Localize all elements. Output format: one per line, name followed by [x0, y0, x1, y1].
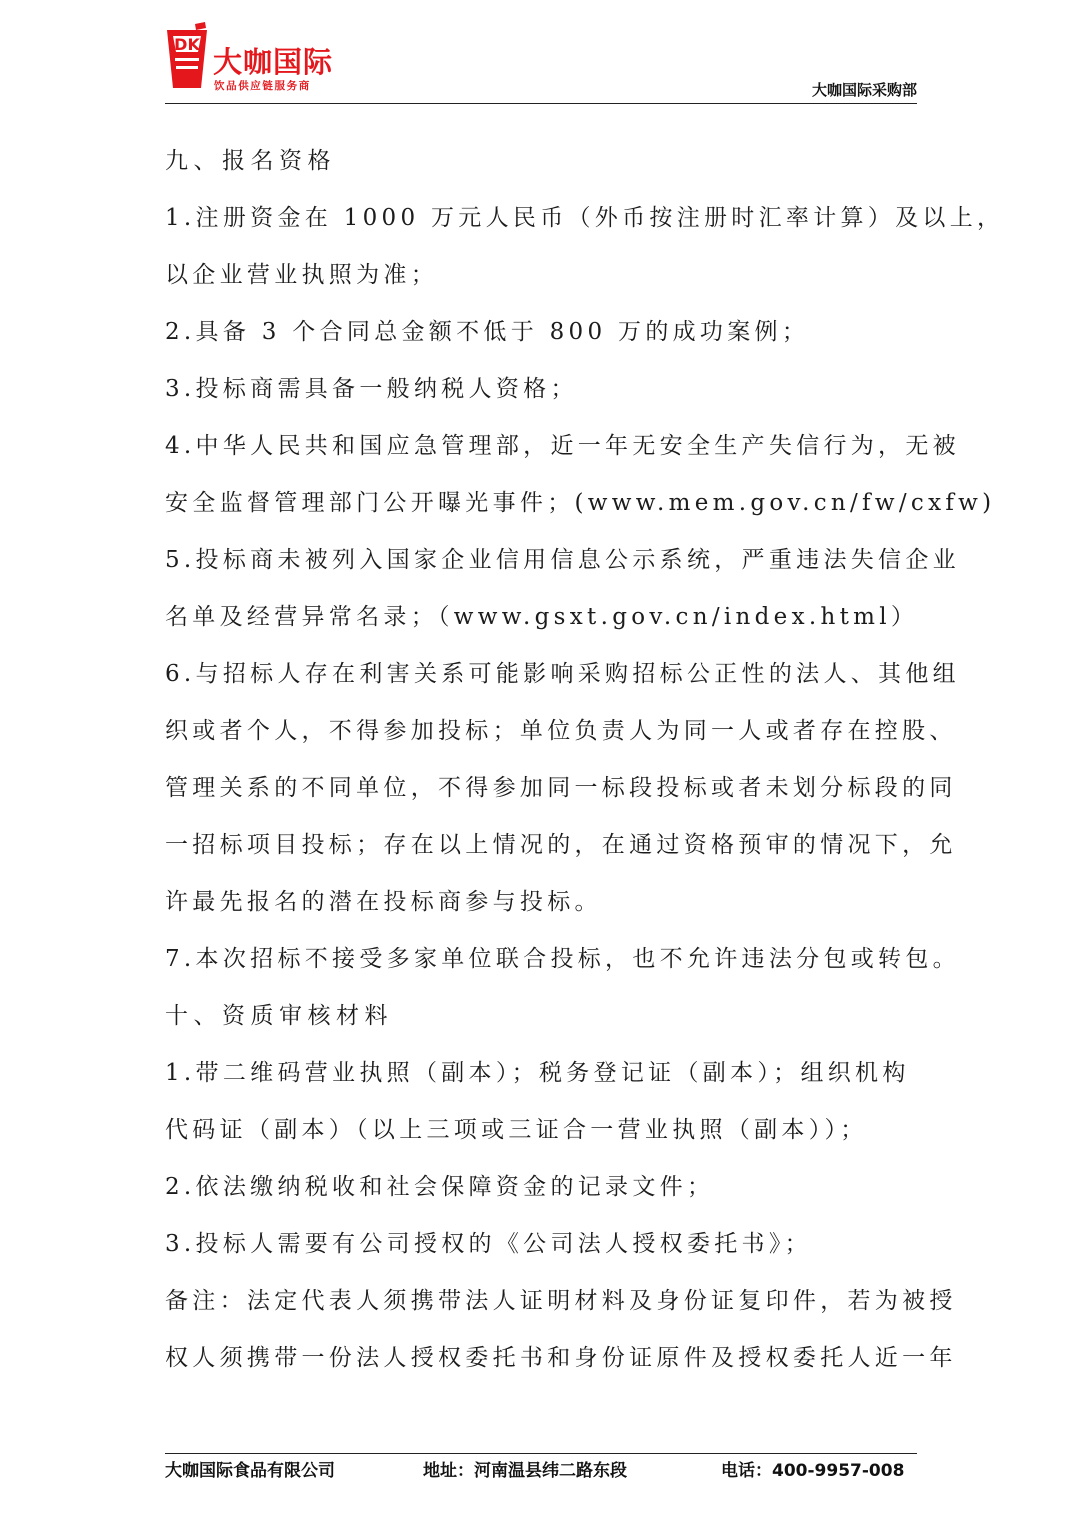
- section-heading: 九、报名资格: [165, 148, 336, 174]
- body-line: 6.与招标人存在利害关系可能影响采购招标公正性的法人、其他组: [165, 661, 960, 687]
- header-divider: [165, 103, 917, 104]
- body-line: 1.带二维码营业执照（副本）；税务登记证（副本）；组织机构: [165, 1060, 910, 1086]
- logo-cup-icon: [165, 22, 209, 90]
- body-line: 代码证（副本）（以上三项或三证合一营业执照（副本））；: [165, 1117, 868, 1143]
- document-body: [165, 133, 1005, 1387]
- logo-letters: DK: [174, 35, 200, 54]
- body-line: 7.本次招标不接受多家单位联合投标，也不允许违法分包或转包。: [165, 946, 960, 972]
- page-footer: [165, 1456, 917, 1482]
- section-heading: 十、资质审核材料: [165, 1003, 393, 1029]
- body-line: 一招标项目投标；存在以上情况的，在通过资格预审的情况下，允: [165, 832, 957, 858]
- body-line: 5.投标商未被列入国家企业信用信息公示系统，严重违法失信企业: [165, 547, 960, 573]
- body-line: 管理关系的不同单位，不得参加同一标段投标或者未划分标段的同: [165, 775, 957, 801]
- body-line: 3.投标人需要有公司授权的《公司法人授权委托书》；: [165, 1231, 812, 1257]
- body-line: 备注：法定代表人须携带法人证明材料及身份证复印件，若为被授: [165, 1288, 957, 1314]
- body-line: 织或者个人，不得参加投标；单位负责人为同一人或者存在控股、: [165, 718, 957, 744]
- body-line: 许最先报名的潜在投标商参与投标。: [165, 889, 602, 915]
- company-logo: [165, 22, 340, 92]
- footer-address: 地址：河南温县纬二路东段: [423, 1461, 627, 1481]
- page-header: [165, 22, 917, 104]
- department-label: 大咖国际采购部: [811, 81, 917, 99]
- body-line: 名单及经营异常名录；（www.gsxt.gov.cn/index.html）: [165, 604, 919, 630]
- body-line: 1.注册资金在 1000 万元人民币（外币按注册时汇率计算）及以上，: [165, 205, 1005, 231]
- footer-phone: 电话：400-9957-008: [721, 1461, 905, 1481]
- body-line: 权人须携带一份法人授权委托书和身份证原件及授权委托人近一年: [165, 1345, 957, 1371]
- brand-tagline: 饮品供应链服务商: [214, 80, 311, 92]
- footer-divider: [165, 1453, 917, 1454]
- body-line: 3.投标商需具备一般纳税人资格；: [165, 376, 578, 402]
- body-line: 安全监督管理部门公开曝光事件；(www.mem.gov.cn/fw/cxfw): [165, 490, 996, 516]
- body-line: 2.依法缴纳税收和社会保障资金的记录文件；: [165, 1174, 715, 1200]
- brand-name: 大咖国际: [213, 45, 334, 79]
- body-line: 4.中华人民共和国应急管理部，近一年无安全生产失信行为，无被: [165, 433, 960, 459]
- body-line: 以企业营业执照为准；: [165, 262, 438, 288]
- body-line: 2.具备 3 个合同总金额不低于 800 万的成功案例；: [165, 319, 810, 345]
- footer-company: 大咖国际食品有限公司: [165, 1461, 335, 1481]
